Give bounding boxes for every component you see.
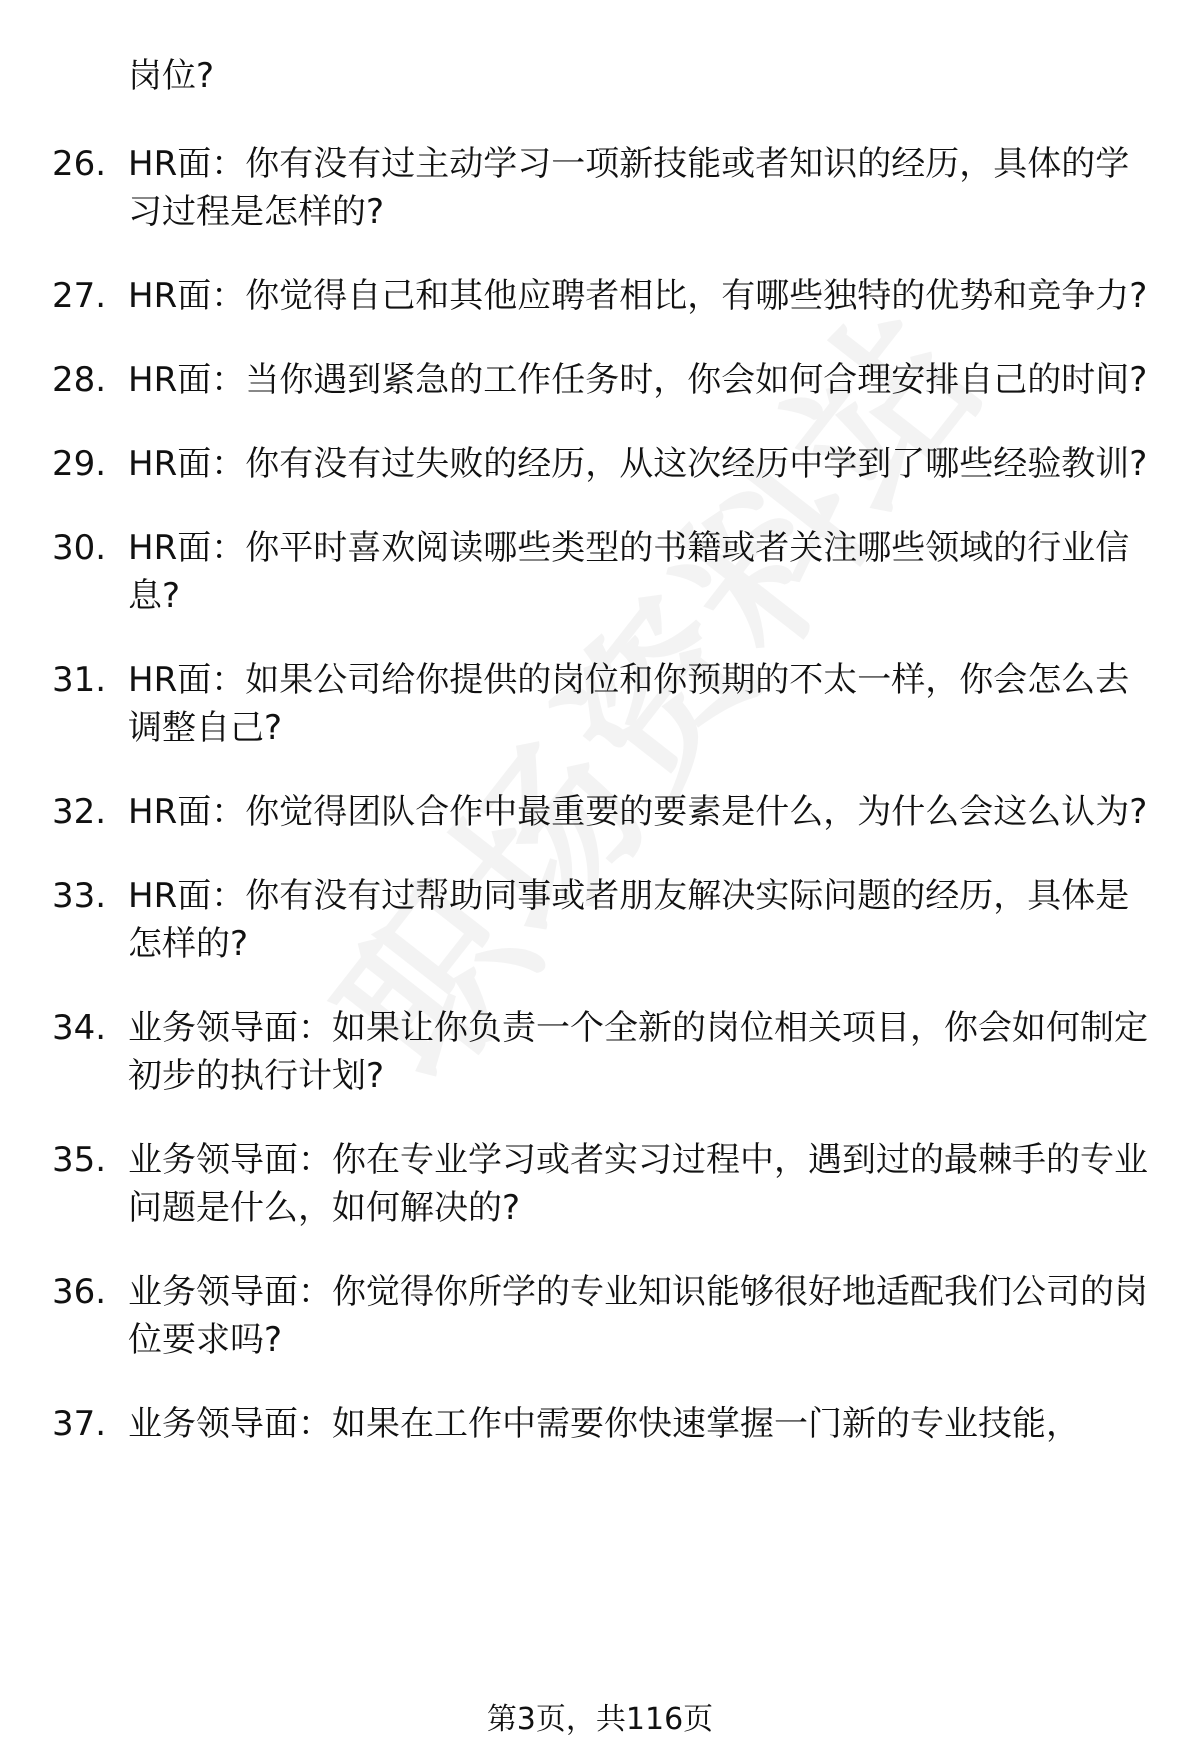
question-number: 33. <box>52 876 107 916</box>
question-text: HR面：你觉得团队合作中最重要的要素是什么，为什么会这么认为? <box>128 792 1148 832</box>
question-text: 业务领导面：你在专业学习或者实习过程中，遇到过的最棘手的专业问题是什么，如何解决的? <box>128 1140 1148 1228</box>
question-text: 业务领导面：你觉得你所学的专业知识能够很好地适配我们公司的岗位要求吗? <box>128 1272 1148 1360</box>
question-list <box>52 140 1152 1484</box>
question-number: 35. <box>52 1140 107 1180</box>
question-text: 业务领导面：如果在工作中需要你快速掌握一门新的专业技能， <box>128 1404 1080 1444</box>
question-number: 32. <box>52 792 107 832</box>
question-text: HR面：你有没有过主动学习一项新技能或者知识的经历，具体的学习过程是怎样的? <box>128 144 1130 232</box>
question-number: 29. <box>52 444 107 484</box>
question-text: HR面：你觉得自己和其他应聘者相比，有哪些独特的优势和竞争力? <box>128 276 1148 316</box>
question-item <box>52 1268 1152 1364</box>
question-number: 36. <box>52 1272 107 1312</box>
question-text: HR面：你有没有过失败的经历，从这次经历中学到了哪些经验教训? <box>128 444 1148 484</box>
question-item <box>52 1004 1152 1100</box>
question-item <box>52 524 1152 620</box>
question-number: 27. <box>52 276 107 316</box>
continued-question-text: 岗位? <box>128 56 215 96</box>
question-item <box>52 440 1152 488</box>
question-item <box>52 356 1152 404</box>
question-number: 30. <box>52 528 107 568</box>
question-number: 34. <box>52 1008 107 1048</box>
question-text: HR面：如果公司给你提供的岗位和你预期的不太一样，你会怎么去调整自己? <box>128 660 1130 748</box>
question-item <box>52 1400 1152 1448</box>
question-number: 26. <box>52 144 107 184</box>
question-item <box>52 872 1152 968</box>
question-number: 28. <box>52 360 107 400</box>
page-footer: 第3页，共116页 <box>486 1702 714 1737</box>
question-number: 37. <box>52 1404 107 1444</box>
question-item <box>52 656 1152 752</box>
question-item <box>52 788 1152 836</box>
question-text: 业务领导面：如果让你负责一个全新的岗位相关项目，你会如何制定初步的执行计划? <box>128 1008 1148 1096</box>
question-text: HR面：你平时喜欢阅读哪些类型的书籍或者关注哪些领域的行业信息? <box>128 528 1130 616</box>
question-item <box>52 1136 1152 1232</box>
question-number: 31. <box>52 660 107 700</box>
question-text: HR面：当你遇到紧急的工作任务时，你会如何合理安排自己的时间? <box>128 360 1148 400</box>
question-item <box>52 272 1152 320</box>
question-item <box>52 140 1152 236</box>
question-text: HR面：你有没有过帮助同事或者朋友解决实际问题的经历，具体是怎样的? <box>128 876 1130 964</box>
